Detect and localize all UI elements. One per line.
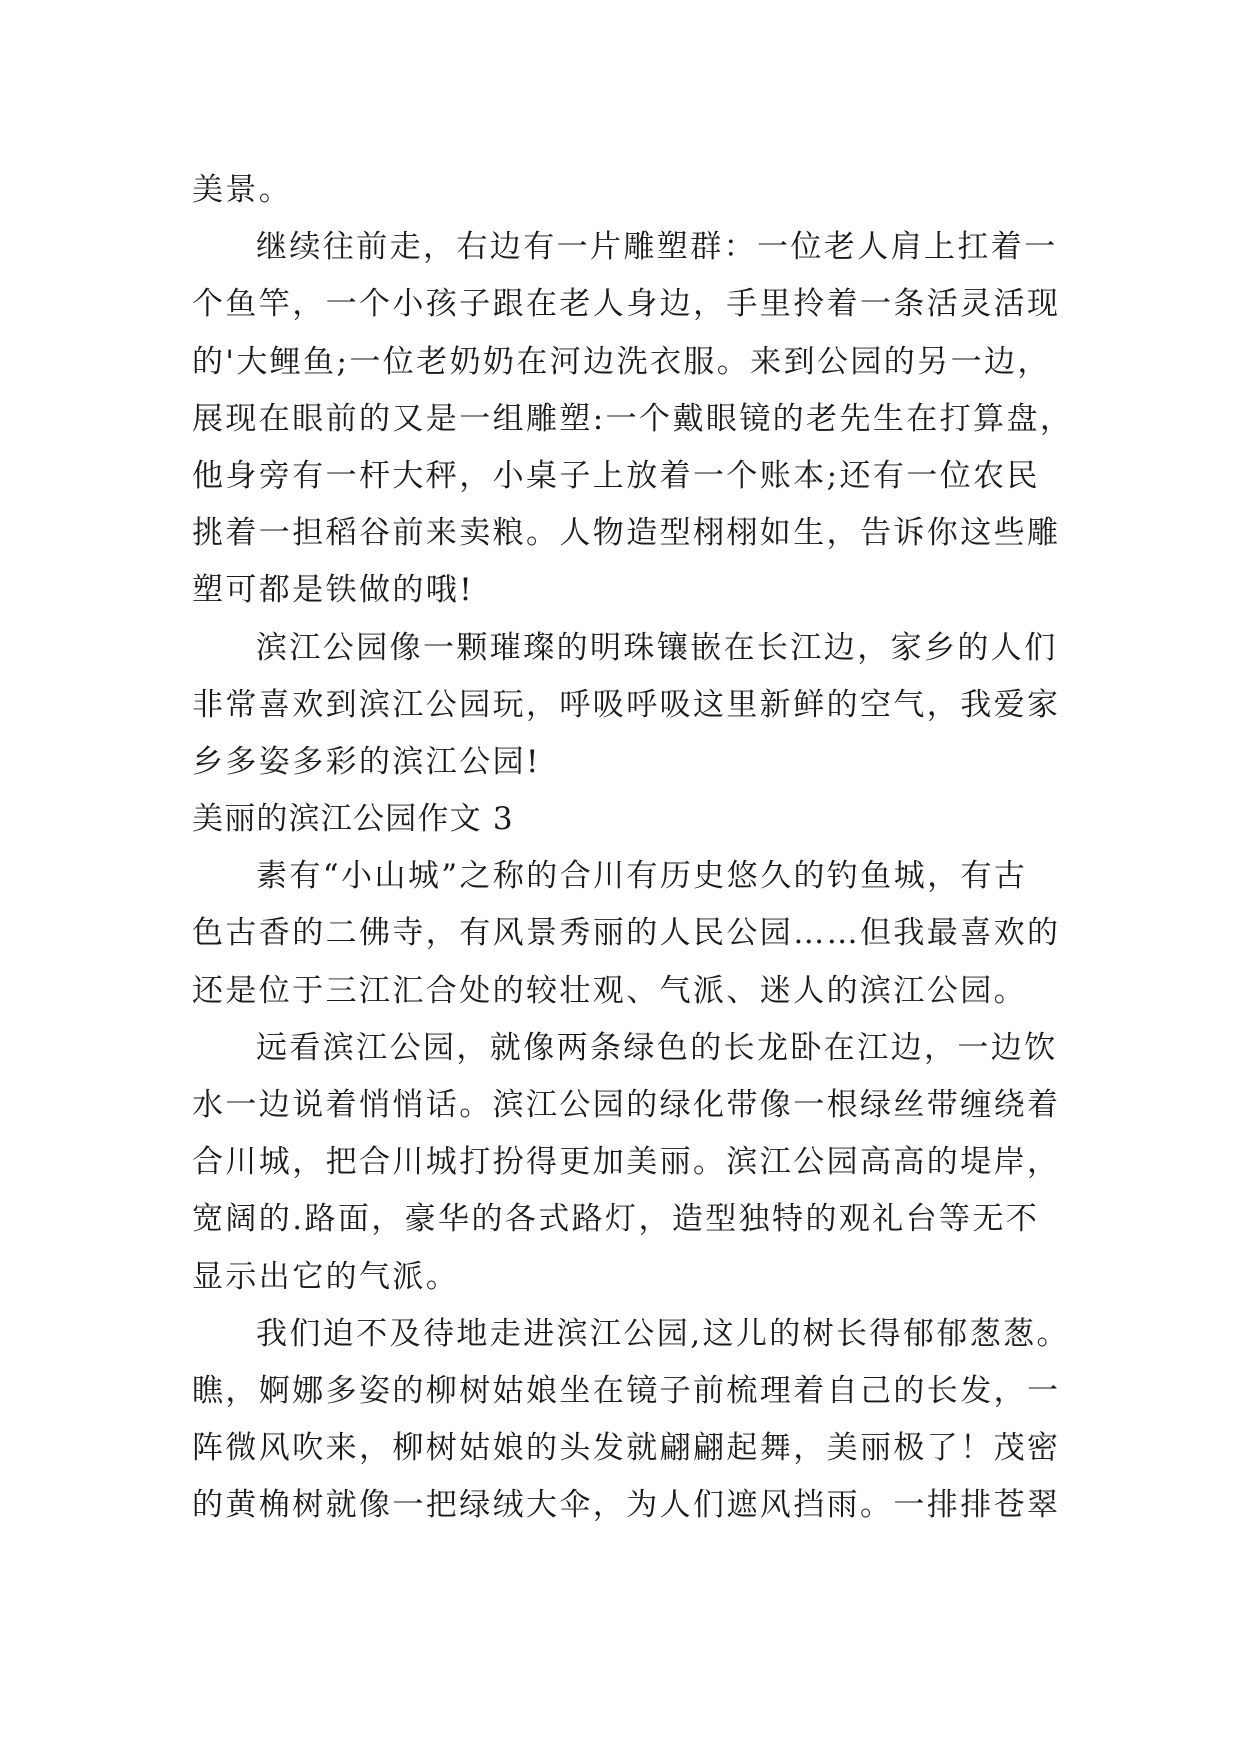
paragraph (192, 162, 1062, 219)
text-line: 还是位于三江汇合处的较壮观、气派、迷人的滨江公园。 (192, 972, 1027, 1009)
text-line: 继续往前走，右边有一片雕塑群：一位老人肩上扛着一 (256, 229, 1058, 266)
document-body (192, 162, 1074, 1535)
text-line: 色古香的二佛寺，有风景秀丽的人民公园……但我最喜欢的 (192, 915, 1061, 952)
text-line: 乡多姿多彩的滨江公园! (192, 743, 541, 780)
text-line: 个鱼竿，一个小孩子跟在老人身边，手里拎着一条活灵活现 (192, 286, 1061, 323)
text-line: 远看滨江公园，就像两条绿色的长龙卧在江边，一边饮 (256, 1029, 1058, 1066)
text-line: 合川城，把合川城打扮得更加美丽。滨江公园高高的堤岸， (192, 1144, 1061, 1181)
text-line: 的'大鲤鱼;一位老奶奶在河边洗衣服。来到公园的另一边， (192, 343, 1051, 380)
text-line: 水一边说着悄悄话。滨江公园的绿化带像一根绿丝带缠绕着 (192, 1087, 1061, 1123)
paragraph (192, 1306, 1070, 1535)
text-line: 展现在眼前的又是一组雕塑:一个戴眼镜的老先生在打算盘， (192, 400, 1074, 437)
heading-text: 美丽的滨江公园作文 3 (192, 801, 514, 838)
text-line: 宽阔的.路面，豪华的各式路灯，造型独特的观礼台等无不 (192, 1201, 1040, 1238)
text-line: 非常喜欢到滨江公园玩，呼吸呼吸这里新鲜的空气，我爱家 (192, 686, 1061, 723)
paragraph (192, 1020, 1062, 1306)
text-line: 美景。 (192, 172, 293, 208)
text-line: 塑可都是铁做的哦! (192, 572, 475, 609)
paragraph (192, 219, 1074, 619)
text-line: 挑着一担稻谷前来卖粮。人物造型栩栩如生，告诉你这些雕 (192, 515, 1061, 552)
text-line: 的黄桷树就像一把绿绒大伞，为人们遮风挡雨。一排排苍翠 (192, 1487, 1061, 1524)
paragraph (192, 848, 1062, 1020)
section-heading (192, 791, 1062, 848)
text-line: 素有“小山城”之称的合川有历史悠久的钓鱼城，有古 (256, 858, 1028, 895)
text-line: 阵微风吹来，柳树姑娘的头发就翩翩起舞，美丽极了！茂密 (192, 1430, 1061, 1467)
text-line: 滨江公园像一颗璀璨的明珠镶嵌在长江边，家乡的人们 (256, 629, 1058, 666)
text-line: 显示出它的气派。 (192, 1258, 460, 1295)
text-line: 我们迫不及待地走进滨江公园,这儿的树长得郁郁葱葱。 (256, 1315, 1070, 1352)
paragraph (192, 620, 1062, 792)
text-line: 他身旁有一杆大秤，小桌子上放着一个账本;还有一位农民 (192, 457, 1040, 494)
text-line: 瞧，婀娜多姿的柳树姑娘坐在镜子前梳理着自己的长发，一 (192, 1372, 1061, 1409)
